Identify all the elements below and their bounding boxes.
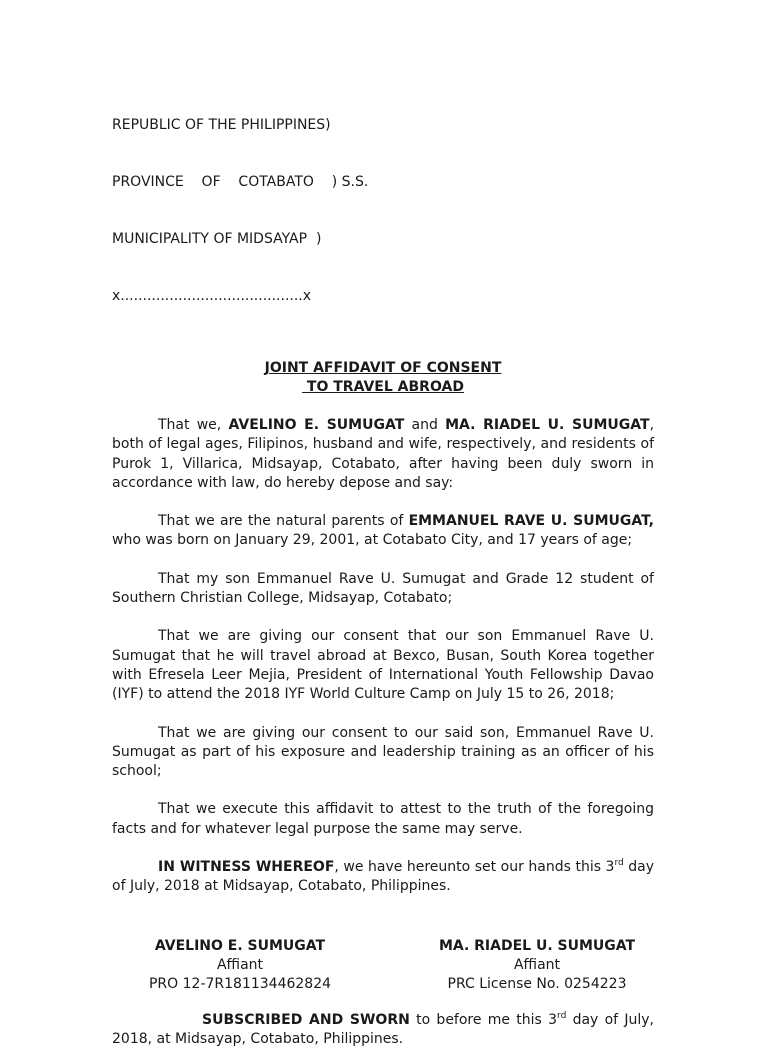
signatory-role: Affiant (216, 956, 264, 973)
affiant-name-1: AVELINO E. SUMUGAT (228, 417, 405, 433)
witness-heading: IN WITNESS WHEREOF (158, 859, 335, 876)
paragraph-witness (112, 858, 654, 897)
affiant-name-2: MA. RIADEL U. SUMUGAT (445, 417, 650, 433)
jurat-ordinal: rd (557, 1010, 567, 1021)
title-line-1: JOINT AFFIDAVIT OF CONSENT (264, 360, 502, 376)
affidavit-page (112, 78, 654, 1063)
paragraph-affiants (112, 416, 654, 493)
child-name: EMMANUEL RAVE U. SUMUGAT, (408, 513, 654, 530)
caption-province: PROVINCE OF COTABATO ) S.S. (112, 174, 369, 190)
paragraph-student: That my son Emmanuel Rave U. Sumugat and Grade 12 student of Southern Christian College, Midsayap, Cotabato; (112, 570, 654, 607)
signatory-right (412, 937, 662, 994)
document-title (112, 359, 654, 397)
para2-text-2: who was born on January 29, 2001, at Cotabato City, and 17 years of age; (112, 532, 633, 549)
signatory-id: PRO 12-7R181134462824 (148, 975, 332, 992)
witness-text-1: , we have hereunto set our hands this 3 (334, 859, 615, 876)
paragraph-parents (112, 512, 654, 551)
para1-text-3: , both of legal ages, Filipinos, husband and wife, respectively, and residents of Purok 1, Villarica, Midsayap, Cotabato, after having been duly sworn in accordance with law, do hereby depose and say: (112, 417, 655, 491)
signature-block (112, 937, 654, 997)
signatory-name: MA. RIADEL U. SUMUGAT (438, 937, 636, 954)
title-line-2: TO TRAVEL ABROAD (302, 379, 464, 395)
para1-text-2: and (404, 417, 446, 433)
witness-text-2: day of July, 2018 at Midsayap, Cotabato, Philippines. (112, 859, 655, 895)
paragraph-consent-purpose: That we are giving our consent to our said son, Emmanuel Rave U. Sumugat as part of his exposure and leadership training as an officer of his school; (112, 724, 654, 780)
caption-separator: x.........................................x (112, 288, 312, 304)
witness-ordinal: rd (614, 858, 624, 869)
signatory-name: AVELINO E. SUMUGAT (154, 937, 326, 954)
paragraph-attest: That we execute this affidavit to attest to the truth of the foregoing facts and for whatever legal purpose the same may serve. (112, 801, 654, 837)
signatory-left (130, 937, 350, 994)
jurat-heading: SUBSCRIBED AND SWORN (202, 1011, 410, 1028)
para1-text-1: That we, (158, 417, 229, 433)
jurat-text-1: to before me this 3 (409, 1011, 558, 1028)
para2-text-1: That we are the natural parents of (158, 513, 409, 530)
paragraph-consent-travel: That we are giving our consent that our son Emmanuel Rave U. Sumugat that he will travel abroad at Bexco, Busan, South Korea together with Efresela Leer Mejia, President of International Youth Fellowship Davao (IYF) to attend the 2018 IYF World Culture Camp on July 15 to 26, 2018; (112, 628, 654, 703)
signatory-role: Affiant (513, 956, 561, 973)
caption-municipality: MUNICIPALITY OF MIDSAYAP ) (112, 231, 322, 247)
jurat-text-2: day of July, 2018, at Midsayap, Cotabato, Philippines. (112, 1011, 654, 1047)
caption-republic: REPUBLIC OF THE PHILIPPINES) (112, 117, 331, 133)
document-caption (112, 78, 654, 344)
paragraph-jurat (112, 1011, 654, 1050)
signatory-id: PRC License No. 0254223 (447, 975, 627, 992)
